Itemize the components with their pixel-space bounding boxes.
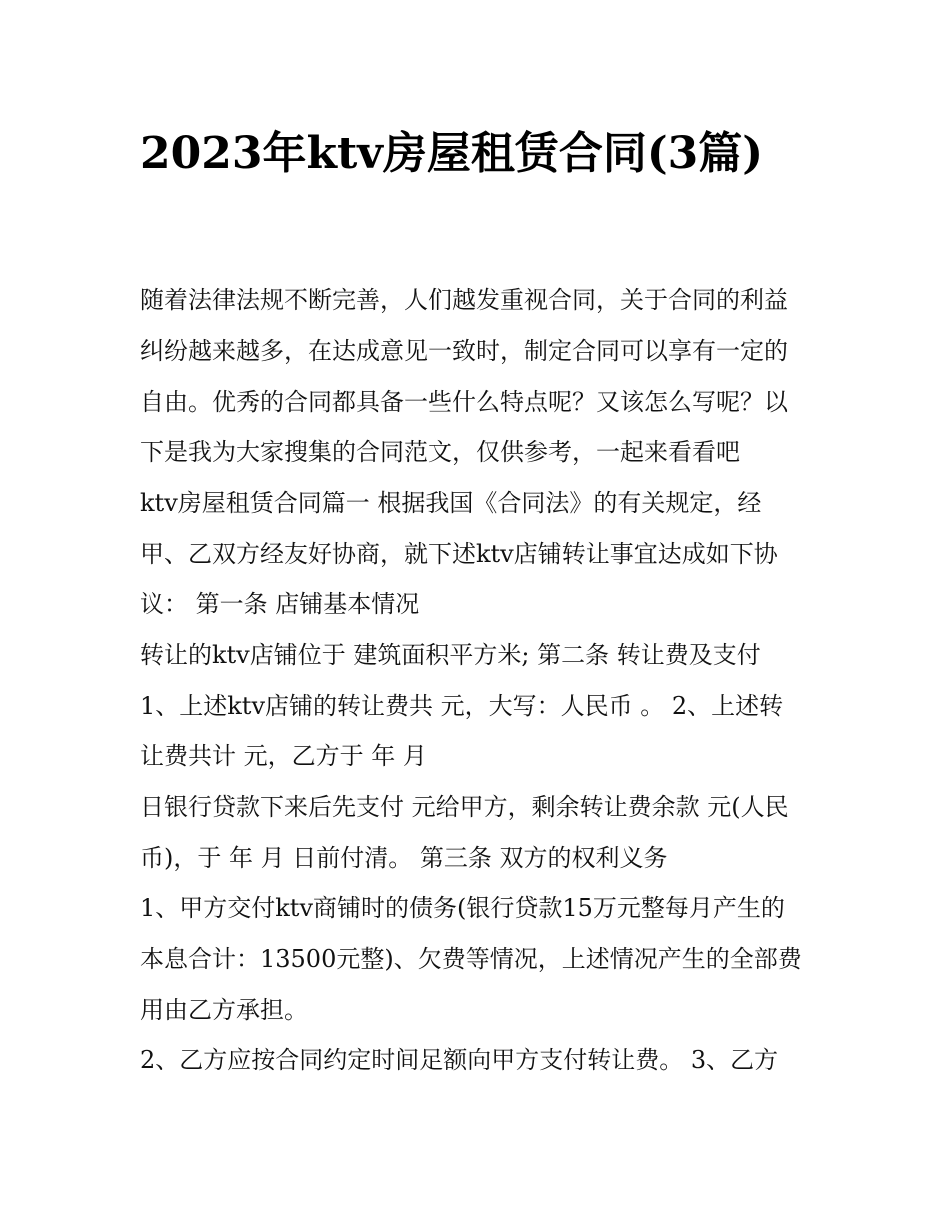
paragraph-line: 纠纷越来越多，在达成意见一致时，制定合同可以享有一定的 <box>140 337 788 365</box>
paragraph-line: 用由乙方承担。 <box>140 996 308 1024</box>
paragraph-line: 下是我为大家搜集的合同范文，仅供参考，一起来看看吧 <box>140 438 740 466</box>
document-title: 2023年ktv房屋租赁合同(3篇) <box>140 128 764 179</box>
paragraph-line: 1、上述ktv店铺的转让费共 元，大写：人民币 。 2、上述转 <box>140 692 784 720</box>
paragraph-line: ktv房屋租赁合同篇一 根据我国《合同法》的有关规定，经 <box>140 489 762 517</box>
paragraph-line: 币)，于 年 月 日前付清。 第三条 双方的权利义务 <box>140 844 668 872</box>
paragraph-line: 2、乙方应按合同约定时间足额向甲方支付转让费。 3、乙方 <box>140 1046 779 1074</box>
paragraph-line: 转让的ktv店铺位于 建筑面积平方米; 第二条 转让费及支付 <box>140 641 761 669</box>
paragraph-line: 日银行贷款下来后先支付 元给甲方，剩余转让费余款 元(人民 <box>140 793 789 821</box>
paragraph-line: 随着法律法规不断完善，人们越发重视合同，关于合同的利益 <box>140 286 788 314</box>
paragraph-line: 自由。优秀的合同都具备一些什么特点呢？又该怎么写呢？以 <box>140 388 788 416</box>
paragraph-line: 甲、乙双方经友好协商，就下述ktv店铺转让事宜达成如下协 <box>140 540 778 568</box>
paragraph-line: 议： 第一条 店铺基本情况 <box>140 590 420 618</box>
paragraph-line: 1、甲方交付ktv商铺时的债务(银行贷款15万元整每月产生的 <box>140 894 785 922</box>
paragraph-line: 让费共计 元，乙方于 年 月 <box>140 742 427 770</box>
paragraph-line: 本息合计：13500元整)、欠费等情况，上述情况产生的全部费 <box>140 945 802 973</box>
